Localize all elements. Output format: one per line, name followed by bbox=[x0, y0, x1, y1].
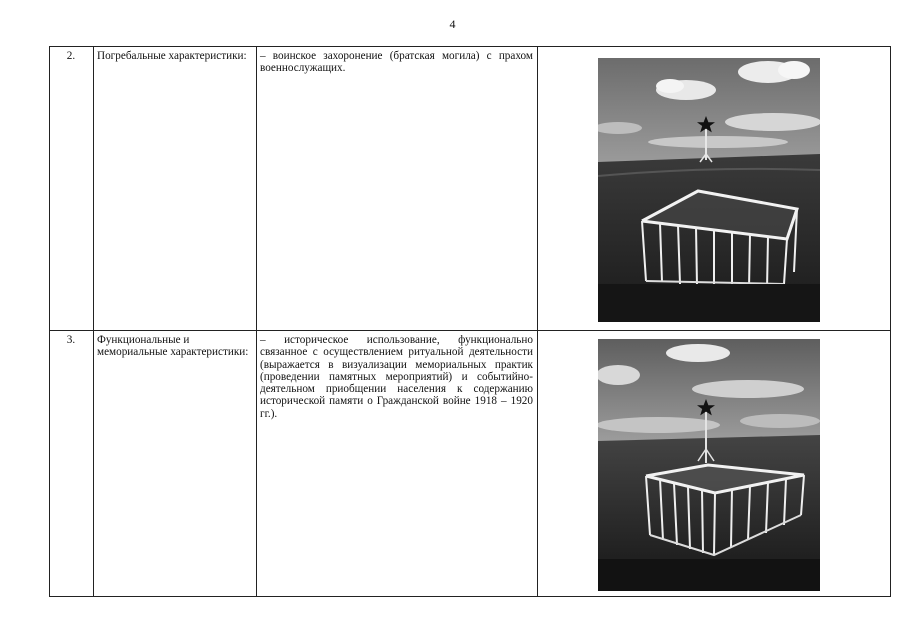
photo-cell bbox=[538, 331, 891, 597]
table-row bbox=[50, 331, 891, 597]
table-row bbox=[50, 47, 891, 331]
grave-photo bbox=[598, 58, 820, 322]
row-number: 3. bbox=[50, 331, 94, 597]
grave-photo bbox=[598, 339, 820, 591]
characteristic-name: Функциональные и мемориальные характеристики: bbox=[94, 331, 257, 597]
characteristic-description: – историческое использование, функционально связанное с осуществлением ритуальной деятельности (выражается в визуализации мемориальных практик (проведении памятных мероприятий) и событийно-деятельном приобщении населения к содержанию исторической памяти о Гражданской войне 1918 – 1920 гг.). bbox=[257, 331, 538, 597]
photo-cell bbox=[538, 47, 891, 331]
row-number: 2. bbox=[50, 47, 94, 331]
characteristic-description: – воинское захоронение (братская могила) с прахом военнослужащих. bbox=[257, 47, 538, 331]
characteristic-name: Погребальные характеристики: bbox=[94, 47, 257, 331]
characteristics-table bbox=[49, 46, 891, 597]
page-number: 4 bbox=[449, 17, 456, 31]
